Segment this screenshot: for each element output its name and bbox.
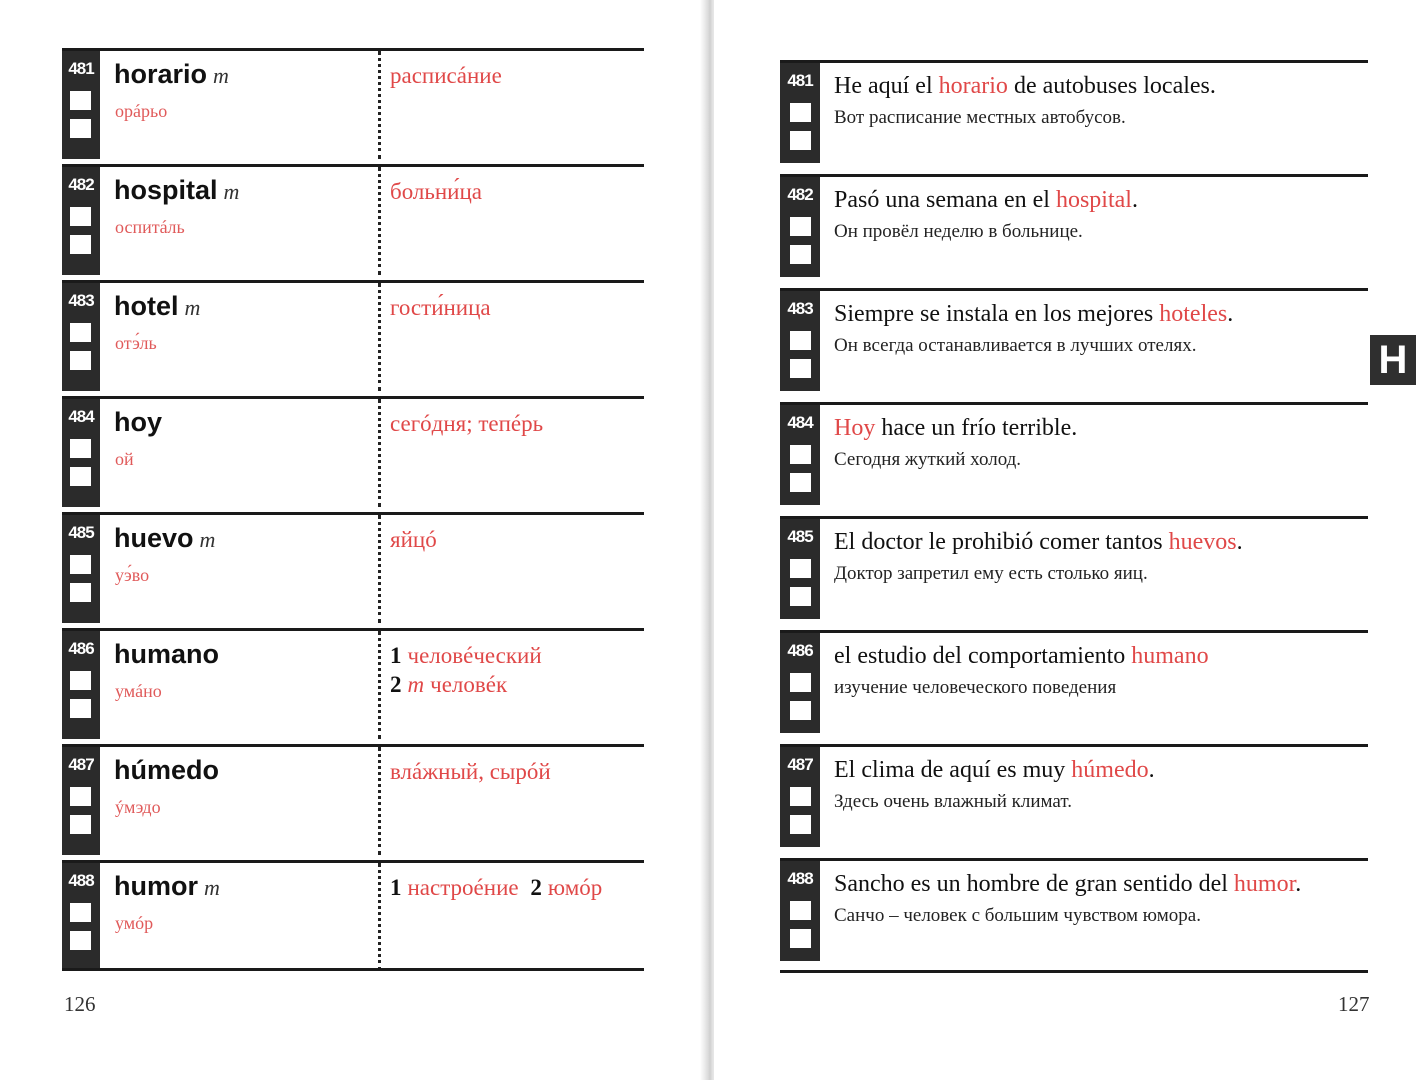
checkbox-1[interactable] <box>70 555 91 574</box>
translation <box>390 641 542 699</box>
bottom-rule <box>780 970 1368 973</box>
checkbox-2[interactable] <box>790 473 811 492</box>
highlighted-word: húmedo <box>1071 757 1149 783</box>
entry-number-block <box>780 405 820 505</box>
entry-number: 483 <box>68 291 94 310</box>
sense-number: 2 <box>390 672 402 697</box>
entry-number: 483 <box>787 299 813 318</box>
checkbox-2[interactable] <box>790 929 811 948</box>
sentence-part: . <box>1148 757 1155 783</box>
headword-text: humor <box>114 871 198 901</box>
translation: сегóдня; тепéрь <box>390 411 544 436</box>
checkbox-1[interactable] <box>70 91 91 110</box>
highlighted-word: humano <box>1131 643 1209 669</box>
dotted-divider <box>378 515 381 623</box>
dotted-divider <box>378 283 381 391</box>
sentence-part: de autobuses locales. <box>1007 73 1216 99</box>
entry-number: 488 <box>787 869 813 888</box>
checkbox-1[interactable] <box>790 103 811 122</box>
sense-2 <box>390 670 542 699</box>
checkbox-1[interactable] <box>70 787 91 806</box>
checkbox-2[interactable] <box>70 583 91 602</box>
entry-number-block <box>780 861 820 961</box>
sense-1 <box>390 641 542 670</box>
entry-488 <box>62 860 644 971</box>
pronunciation: уэ́во <box>115 565 150 585</box>
entry-number-block <box>62 863 100 971</box>
bottom-rule <box>62 968 644 971</box>
entry-number: 481 <box>787 71 813 90</box>
checkbox-2[interactable] <box>790 701 811 720</box>
pronunciation: умóр <box>115 913 154 933</box>
checkbox-2[interactable] <box>70 931 91 950</box>
example-487 <box>780 744 1368 847</box>
example-482 <box>780 174 1368 277</box>
headword <box>114 755 219 786</box>
spanish-sentence <box>834 187 1138 214</box>
page-number: 127 <box>1338 992 1370 1016</box>
headword <box>114 175 239 206</box>
headword <box>114 59 229 90</box>
entry-number-block <box>62 515 100 623</box>
sentence-part: . <box>1295 871 1302 897</box>
russian-translation: Санчо – человек с большим чувством юмора. <box>834 905 1201 926</box>
checkbox-1[interactable] <box>790 445 811 464</box>
checkbox-2[interactable] <box>790 131 811 150</box>
pronunciation: оспитáль <box>115 217 185 237</box>
dotted-divider <box>378 399 381 507</box>
russian-translation: Он всегда останавливается в лучших отелях. <box>834 335 1197 356</box>
example-486 <box>780 630 1368 733</box>
entry-number-block <box>62 399 100 507</box>
spanish-sentence <box>834 73 1216 100</box>
checkbox-1[interactable] <box>70 207 91 226</box>
russian-translation: Здесь очень влажный климат. <box>834 791 1073 812</box>
headword <box>114 871 220 902</box>
entry-number: 486 <box>787 641 813 660</box>
sentence-part: . <box>1236 529 1243 555</box>
dotted-divider <box>378 631 381 739</box>
sense-gender: m <box>407 672 425 697</box>
sentence-part: He aquí el <box>834 73 939 99</box>
russian-translation: Он провёл неделю в больнице. <box>834 221 1083 242</box>
section-tab[interactable]: H <box>1370 335 1416 385</box>
russian-translation: изучение человеческого поведения <box>834 677 1117 698</box>
headword-text: hotel <box>114 291 179 321</box>
sentence-part: Siempre se instala en los mejores <box>834 301 1160 327</box>
dotted-divider <box>378 747 381 855</box>
entry-number-block <box>62 51 100 159</box>
checkbox-2[interactable] <box>70 119 91 138</box>
dotted-divider <box>378 51 381 159</box>
russian-translation: Доктор запретил ему есть столько яиц. <box>834 563 1148 584</box>
spanish-sentence <box>834 415 1077 442</box>
entry-484 <box>62 396 644 507</box>
headword-text: hospital <box>114 175 218 205</box>
spanish-sentence <box>834 871 1301 898</box>
sense-text: человéческий <box>407 643 542 668</box>
entry-number: 482 <box>68 175 94 194</box>
headword-text: humano <box>114 639 219 669</box>
checkbox-1[interactable] <box>70 671 91 690</box>
sentence-part: hace un frío terrible. <box>875 415 1078 441</box>
russian-translation: Сегодня жуткий холод. <box>834 449 1022 470</box>
gender-mark: m <box>223 179 240 204</box>
translation: больни́ца <box>390 179 482 204</box>
entry-486 <box>62 628 644 739</box>
highlighted-word: huevos <box>1168 529 1237 555</box>
translation: гости́ница <box>390 295 491 320</box>
pronunciation: отэ́ль <box>115 333 157 353</box>
checkbox-2[interactable] <box>790 815 811 834</box>
highlighted-word: humor <box>1233 871 1296 897</box>
russian-translation: Вот расписание местных автобусов. <box>834 107 1126 128</box>
pronunciation: ýмэдо <box>115 797 161 817</box>
highlighted-word: hoteles <box>1159 301 1228 327</box>
checkbox-1[interactable] <box>790 901 811 920</box>
checkbox-1[interactable] <box>790 787 811 806</box>
checkbox-2[interactable] <box>70 699 91 718</box>
spanish-sentence <box>834 529 1243 556</box>
sentence-part: . <box>1227 301 1234 327</box>
pronunciation: орáрьо <box>115 101 168 121</box>
dotted-divider <box>378 863 381 971</box>
checkbox-1[interactable] <box>790 331 811 350</box>
sense-number: 1 <box>390 643 402 668</box>
gender-mark: m <box>204 875 220 900</box>
sentence-part: El doctor le prohibió comer tantos <box>834 529 1169 555</box>
checkbox-1[interactable] <box>70 323 91 342</box>
dotted-divider <box>378 167 381 275</box>
sentence-part: El clima de aquí es muy <box>834 757 1072 783</box>
checkbox-2[interactable] <box>790 587 811 606</box>
gender-mark: m <box>199 527 216 552</box>
translation: влáжный, сырóй <box>390 759 551 784</box>
entry-number-block <box>780 63 820 163</box>
entry-482 <box>62 164 644 275</box>
headword <box>114 639 219 670</box>
entry-number-block <box>780 747 820 847</box>
page-number: 126 <box>64 992 96 1016</box>
headword-text: huevo <box>114 523 194 553</box>
sense-text: юмóр <box>547 875 603 900</box>
pronunciation: умáно <box>115 681 162 701</box>
headword <box>114 407 162 438</box>
entry-number: 487 <box>787 755 813 774</box>
translation: расписáние <box>390 63 502 88</box>
entry-number: 485 <box>68 523 94 542</box>
headword-text: húmedo <box>114 755 219 785</box>
entry-number: 481 <box>68 59 94 78</box>
entry-number: 487 <box>68 755 94 774</box>
entry-number-block <box>62 747 100 855</box>
highlighted-word: hospital <box>1055 187 1132 213</box>
example-484 <box>780 402 1368 505</box>
sense-number: 1 <box>390 875 402 900</box>
entry-number: 484 <box>68 407 94 426</box>
checkbox-2[interactable] <box>70 351 91 370</box>
spanish-sentence <box>834 643 1209 670</box>
headword <box>114 523 215 554</box>
checkbox-1[interactable] <box>790 217 811 236</box>
entry-number: 488 <box>68 871 94 890</box>
checkbox-2[interactable] <box>70 815 91 834</box>
checkbox-1[interactable] <box>70 903 91 922</box>
gender-mark: m <box>184 295 201 320</box>
entry-number-block <box>780 177 820 277</box>
pronunciation: ой <box>115 449 134 469</box>
checkbox-1[interactable] <box>70 439 91 458</box>
entry-number: 486 <box>68 639 94 658</box>
example-483 <box>780 288 1368 391</box>
headword-text: hoy <box>114 407 163 437</box>
left-page <box>0 0 706 1080</box>
entry-number-block <box>780 291 820 391</box>
entry-483 <box>62 280 644 391</box>
sentence-part: el estudio del comportamiento <box>834 643 1132 669</box>
example-485 <box>780 516 1368 619</box>
highlighted-word: Hoy <box>834 415 876 441</box>
right-page <box>714 0 1427 1080</box>
entry-number-block <box>780 633 820 733</box>
sentence-part: Pasó una semana en el <box>834 187 1056 213</box>
checkbox-1[interactable] <box>790 559 811 578</box>
sentence-part: . <box>1131 187 1138 213</box>
entry-485 <box>62 512 644 623</box>
spanish-sentence <box>834 301 1233 328</box>
example-488 <box>780 858 1368 961</box>
entry-number-block <box>780 519 820 619</box>
gender-mark: m <box>213 63 229 88</box>
example-481 <box>780 60 1368 163</box>
checkbox-2[interactable] <box>70 467 91 486</box>
checkbox-1[interactable] <box>790 673 811 692</box>
sense-text: настроéние <box>407 875 519 900</box>
headword <box>114 291 200 322</box>
translation <box>390 873 602 902</box>
sense-number: 2 <box>530 875 542 900</box>
entry-number: 485 <box>787 527 813 546</box>
checkbox-2[interactable] <box>790 245 811 264</box>
checkbox-2[interactable] <box>70 235 91 254</box>
entry-487 <box>62 744 644 855</box>
highlighted-word: horario <box>938 73 1008 99</box>
entry-number-block <box>62 283 100 391</box>
entry-number-block <box>62 631 100 739</box>
spanish-sentence <box>834 757 1155 784</box>
translation: яйцó <box>390 527 437 552</box>
sentence-part: Sancho es un hombre de gran sentido del <box>834 871 1234 897</box>
sense-text: человéк <box>430 672 508 697</box>
headword-text: horario <box>114 59 208 89</box>
entry-481 <box>62 48 644 159</box>
entry-number-block <box>62 167 100 275</box>
checkbox-2[interactable] <box>790 359 811 378</box>
entry-number: 484 <box>787 413 813 432</box>
entry-number: 482 <box>787 185 813 204</box>
